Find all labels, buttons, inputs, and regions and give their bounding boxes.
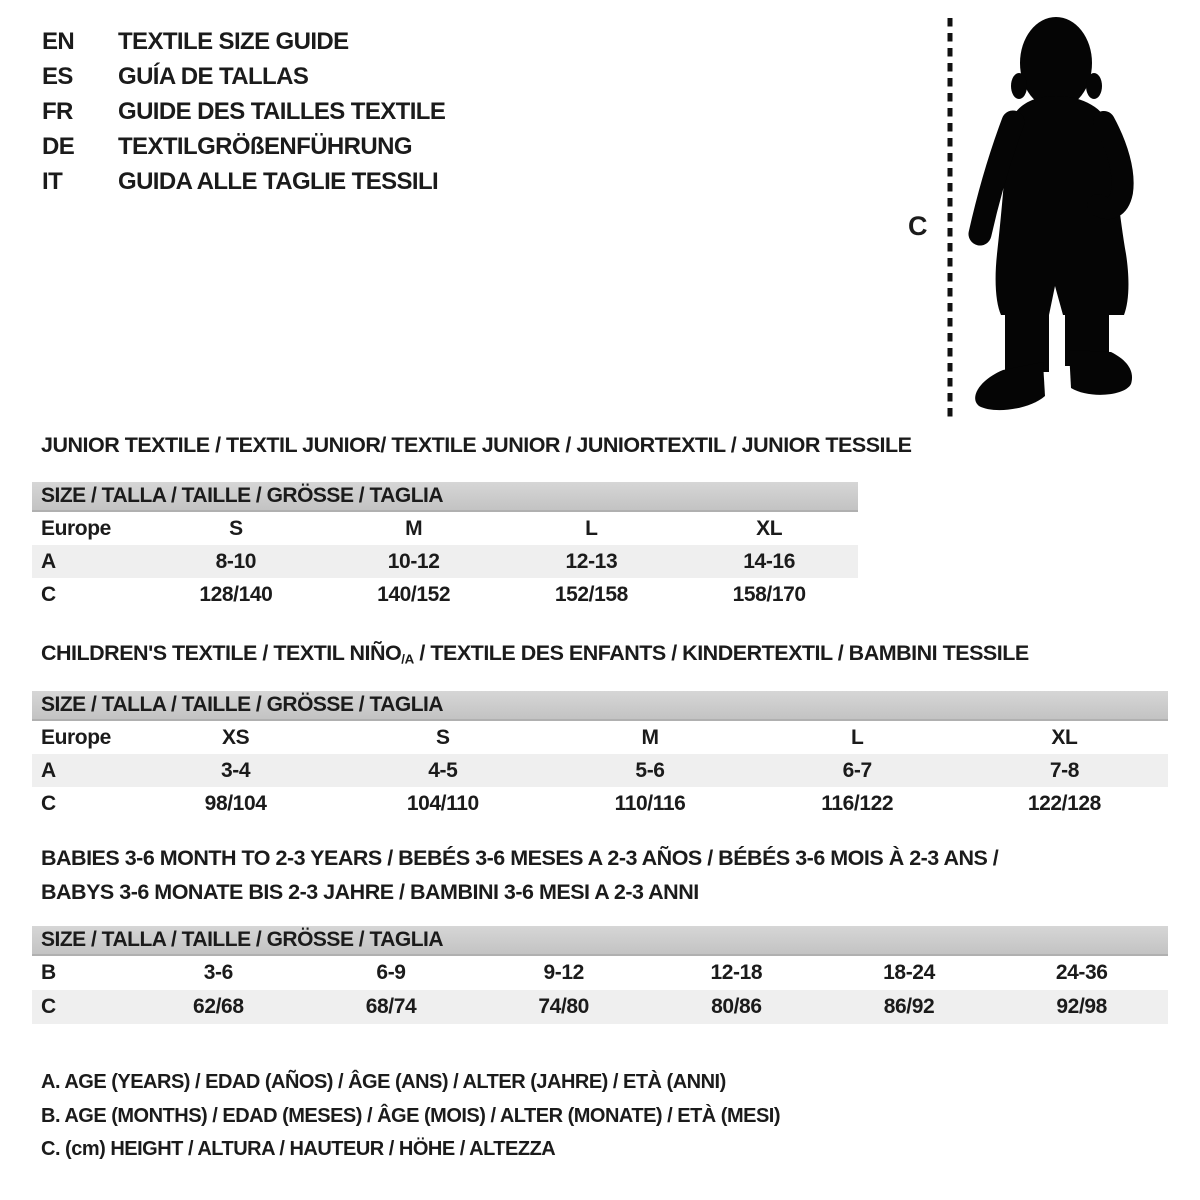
table-cell: 86/92 — [883, 995, 935, 1018]
table-cell: 10-12 — [387, 549, 440, 573]
row-label: Europe — [41, 516, 111, 540]
table-cell: 158/170 — [732, 582, 806, 606]
table-cell: 74/80 — [538, 995, 589, 1018]
table-cell: L — [585, 516, 598, 540]
table-cell: M — [405, 516, 423, 540]
table-row — [32, 754, 1168, 787]
babies-section-title — [41, 841, 998, 909]
table-row — [32, 545, 858, 578]
legend-line-b: B. AGE (MONTHS) / EDAD (MESES) / ÂGE (MOIS) / ALTER (MONATE) / ETÀ (MESI) — [41, 1104, 781, 1127]
table-cell: 92/98 — [1056, 995, 1107, 1018]
row-label: A — [41, 758, 56, 782]
list-item — [42, 24, 445, 59]
table-cell: XS — [221, 725, 250, 749]
table-cell: 7-8 — [1049, 758, 1079, 782]
table-cell: 3-6 — [203, 961, 233, 984]
table-header-label: SIZE / TALLA / TAILLE / GRÖSSE / TAGLIA — [41, 693, 444, 716]
table-row — [32, 512, 858, 545]
children-section-title — [41, 641, 1029, 667]
table-cell: 4-5 — [428, 758, 458, 782]
table-row — [32, 721, 1168, 754]
junior-section-title: JUNIOR TEXTILE / TEXTIL JUNIOR/ TEXTILE JUNIOR / JUNIORTEXTIL / JUNIOR TESSILE — [41, 433, 912, 457]
table-cell: 8-10 — [215, 549, 257, 573]
table-cell: XL — [756, 516, 783, 540]
table-cell: 122/128 — [1027, 791, 1101, 815]
table-cell: S — [436, 725, 450, 749]
language-title: TEXTILE SIZE GUIDE — [118, 27, 349, 55]
babies-title-line-1: BABIES 3-6 MONTH TO 2-3 YEARS / BEBÉS 3-6 MESES A 2-3 AÑOS / BÉBÉS 3-6 MOIS À 2-3 ANS / — [41, 846, 999, 870]
row-label: A — [41, 549, 56, 573]
table-header-size-row — [32, 482, 858, 512]
list-item — [42, 129, 445, 164]
row-label: C — [41, 582, 56, 606]
height-measure-label: C — [908, 211, 928, 241]
table-cell: 128/140 — [199, 582, 273, 606]
row-label: B — [41, 961, 56, 984]
row-label: Europe — [41, 725, 111, 749]
table-header-label: SIZE / TALLA / TAILLE / GRÖSSE / TAGLIA — [41, 484, 444, 507]
table-cell: 62/68 — [193, 995, 244, 1018]
table-cell: 110/116 — [614, 791, 686, 815]
children-title-suffix: / TEXTILE DES ENFANTS / KINDERTEXTIL / BAMBINI TESSILE — [413, 641, 1029, 665]
language-code: IT — [42, 167, 63, 195]
table-cell: 6-7 — [842, 758, 872, 782]
list-item — [42, 94, 445, 129]
table-cell: 18-24 — [883, 961, 935, 984]
table-cell: 6-9 — [376, 961, 406, 984]
table-cell: 3-4 — [221, 758, 251, 782]
table-cell: 5-6 — [635, 758, 665, 782]
children-title-subscript: /A — [401, 651, 414, 667]
language-title: GUIDE DES TAILLES TEXTILE — [118, 97, 446, 125]
table-cell: XL — [1051, 725, 1078, 749]
legend-line-a: A. AGE (YEARS) / EDAD (AÑOS) / ÂGE (ANS) / ALTER (JAHRE) / ETÀ (ANNI) — [41, 1071, 726, 1093]
children-title-prefix: CHILDREN'S TEXTILE / TEXTIL NIÑO — [41, 641, 402, 665]
table-cell: 9-12 — [543, 961, 584, 984]
toddler-silhouette-icon — [963, 14, 1140, 422]
height-measure-dashed-line-icon — [946, 18, 954, 418]
language-code: ES — [42, 62, 73, 90]
table-row — [32, 578, 858, 611]
table-row — [32, 787, 1168, 820]
table-cell: 152/158 — [554, 582, 628, 606]
table-cell: 98/104 — [204, 791, 267, 815]
babies-size-table — [32, 926, 1168, 1024]
row-label: C — [41, 995, 56, 1018]
table-header-size-row — [32, 926, 1168, 956]
legend-line-c: C. (cm) HEIGHT / ALTURA / HAUTEUR / HÖHE / ALTEZZA — [41, 1138, 556, 1160]
row-label: C — [41, 791, 56, 815]
children-size-table — [32, 691, 1168, 820]
table-cell: 68/74 — [365, 995, 417, 1018]
table-header-label: SIZE / TALLA / TAILLE / GRÖSSE / TAGLIA — [41, 928, 444, 951]
table-row — [32, 956, 1168, 990]
table-cell: M — [641, 725, 659, 749]
language-code: DE — [42, 132, 75, 160]
table-cell: S — [229, 516, 243, 540]
junior-size-table — [32, 482, 858, 611]
table-cell: 12-13 — [565, 549, 618, 573]
table-cell: L — [850, 725, 864, 749]
language-title: GUIDA ALLE TAGLIE TESSILI — [118, 167, 439, 195]
language-title: GUÍA DE TALLAS — [118, 62, 309, 90]
table-cell: 140/152 — [377, 582, 451, 606]
list-item — [42, 59, 445, 94]
table-cell: 24-36 — [1055, 961, 1108, 984]
language-title: TEXTILGRÖßENFÜHRUNG — [118, 132, 412, 160]
language-code: EN — [42, 27, 75, 55]
table-cell: 104/110 — [406, 791, 479, 815]
babies-title-line-2: BABYS 3-6 MONATE BIS 2-3 JAHRE / BAMBINI 3-6 MESI A 2-3 ANNI — [41, 880, 699, 904]
table-cell: 12-18 — [710, 961, 763, 984]
measure-legend — [41, 1066, 780, 1167]
table-row — [32, 990, 1168, 1024]
table-cell: 116/122 — [821, 791, 894, 815]
list-item — [42, 164, 445, 199]
table-header-size-row — [32, 691, 1168, 721]
table-cell: 80/86 — [711, 995, 762, 1018]
language-code: FR — [42, 97, 73, 125]
language-title-list — [42, 24, 445, 199]
table-cell: 14-16 — [743, 549, 795, 573]
